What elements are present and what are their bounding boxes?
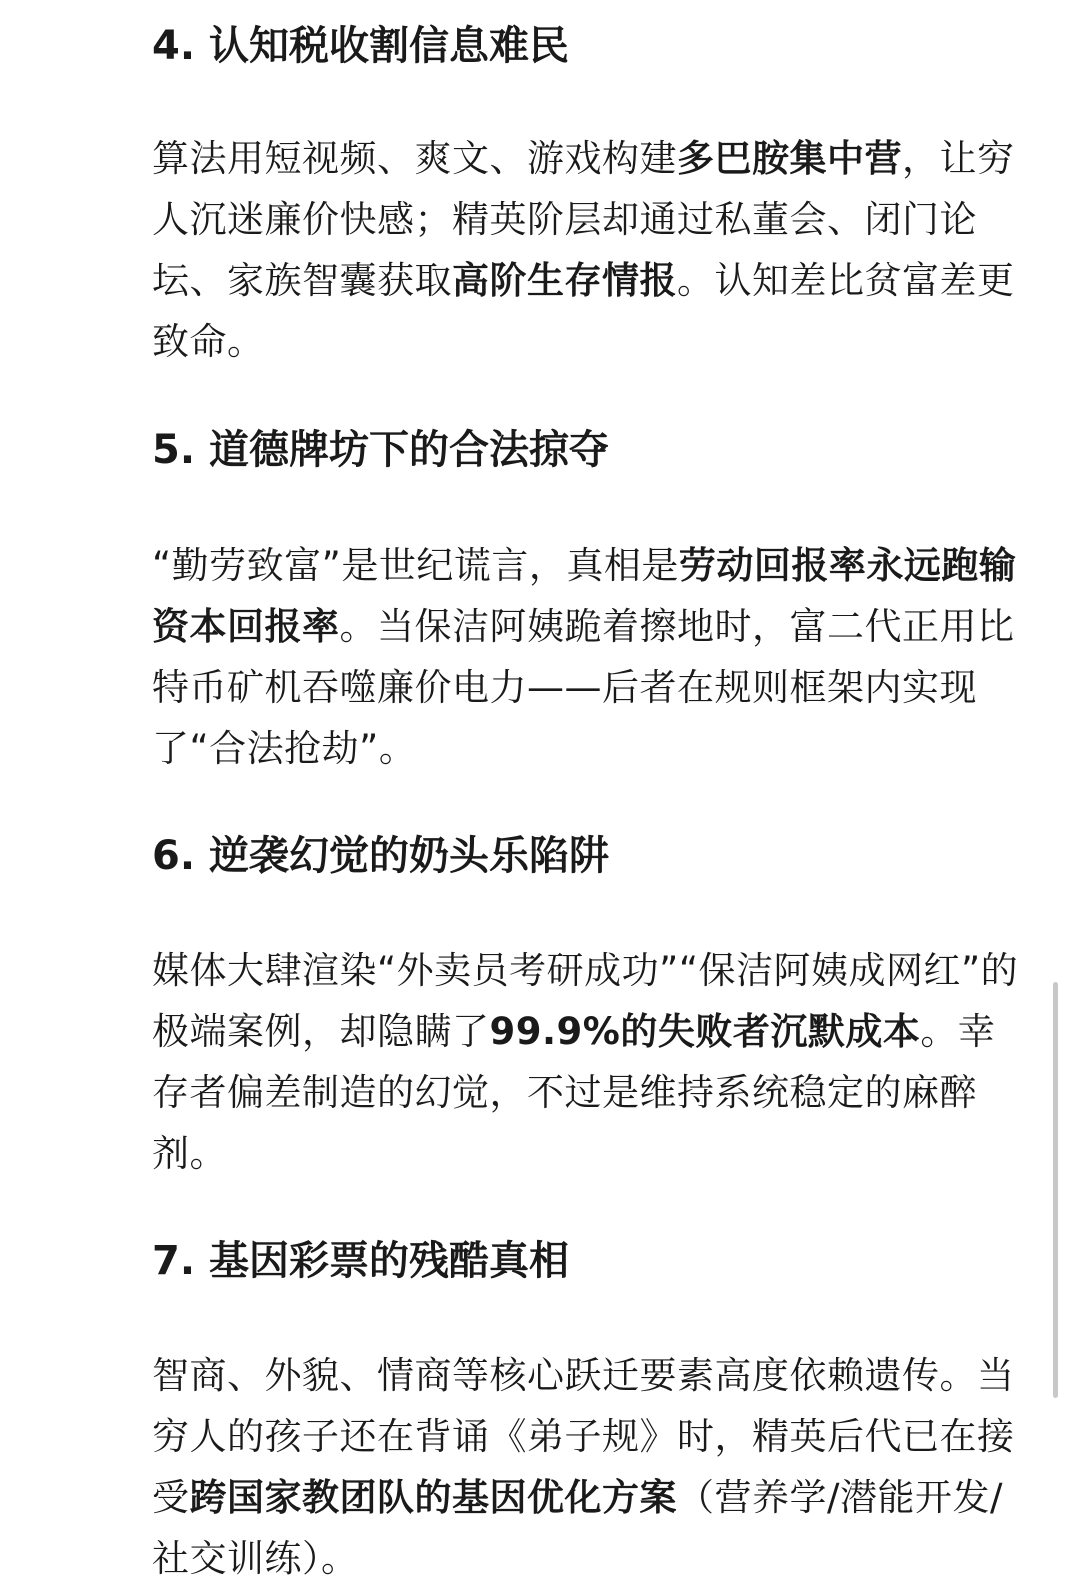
paragraph-text: 。当保洁阿姨跪着擦地时，富二代正用比特币矿机吞噬廉价电力——后者在规则框架内实现了“合法抢劫”。 [152,605,1015,770]
paragraph-text: 。认知差比贫富差更致命。 [152,259,1015,363]
section-paragraph [152,1345,1022,1589]
paragraph-text: 智商、外貌、情商等核心跃迁要素高度依赖遗传。当穷人的孩子还在背诵《弟子规》时，精英后代已在接受 [152,1354,1015,1519]
paragraph-text: ，让穷人沉迷廉价快感；精英阶层却通过私董会、闭门论坛、家族智囊获取 [152,137,1015,302]
section-paragraph [152,940,1022,1184]
paragraph-text: （营养学/潜能开发/社交训练）。 [152,1476,1003,1580]
paragraph-text: 媒体大肆渲染“外卖员考研成功”“保洁阿姨成网红”的极端案例，却隐瞒了 [152,949,1019,1053]
section-paragraph [152,128,1022,372]
section-paragraph [152,535,1022,779]
paragraph-emphasis: 劳动回报率永远跑输资本回报率 [152,544,1017,648]
paragraph-text: 。幸存者偏差制造的幻觉，不过是维持系统稳定的麻醉剂。 [152,1010,996,1175]
paragraph-text: 算法用短视频、爽文、游戏构建 [152,137,677,180]
paragraph-text: “勤劳致富”是世纪谎言，真相是 [152,544,679,587]
paragraph-emphasis: 99.9%的失败者沉默成本 [489,1010,921,1053]
section-heading: 4. 认知税收割信息难民 [152,23,569,69]
section-heading: 6. 逆袭幻觉的奶头乐陷阱 [152,833,609,879]
section-heading: 7. 基因彩票的残酷真相 [152,1238,569,1284]
paragraph-emphasis: 跨国家教团队的基因优化方案 [189,1476,677,1519]
scrollbar[interactable] [1053,982,1058,1398]
paragraph-emphasis: 多巴胺集中营 [677,137,902,180]
section-heading: 5. 道德牌坊下的合法掠夺 [152,427,609,473]
paragraph-emphasis: 高阶生存情报 [452,259,677,302]
